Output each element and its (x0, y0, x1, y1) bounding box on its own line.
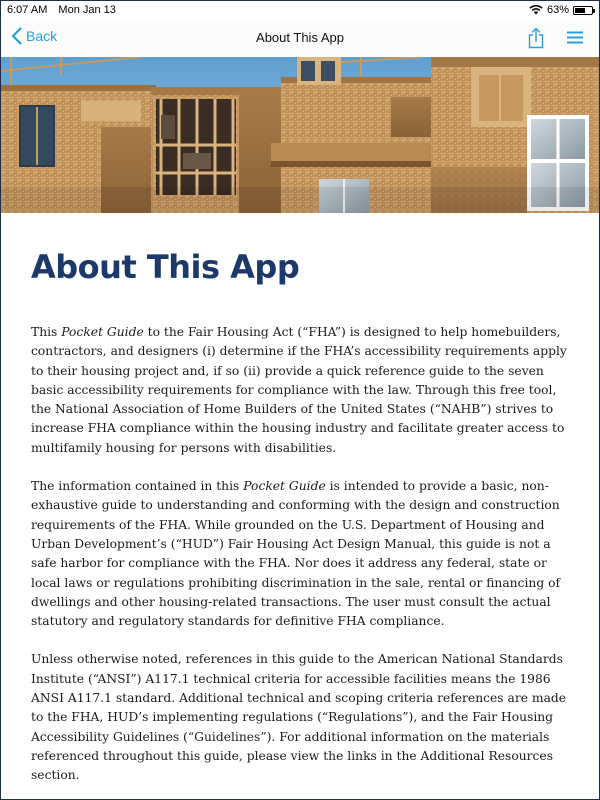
page-title: About This App (31, 248, 300, 286)
hamburger-menu-icon (567, 31, 583, 44)
paragraph-text: to the Fair Housing Act (“FHA”) is designed to help homebuilders, contractors, and designers (i) determine if the FHA’s accessibility requirements apply to their housing project and, if so (ii) provide a quick reference guide to the seven basic accessibility requirements for compliance with the law. Through this free tool, the National Association of Home Builders of the United States (“NAHB”) strives to increase FHA compliance within the housing industry and facilitate greater access to multifamily housing for persons with disabilities. (31, 325, 567, 455)
battery-icon (573, 6, 593, 15)
wifi-icon (529, 5, 543, 15)
pocket-guide-italic: Pocket Guide (61, 325, 144, 339)
back-button-label: Back (26, 28, 58, 44)
nav-title: About This App (256, 30, 344, 45)
share-icon (527, 27, 545, 49)
status-date: Mon Jan 13 (58, 4, 116, 16)
intro-paragraph (31, 323, 571, 458)
share-button[interactable] (527, 27, 545, 54)
status-time: 6:07 AM (7, 4, 48, 16)
disclaimer-paragraph (31, 477, 571, 631)
main-content (31, 245, 571, 786)
battery-percent: 63% (546, 4, 569, 16)
paragraph-text: is intended to provide a basic, non-exhaustive guide to understanding and conforming with the design and construction requirements of the FHA. While grounded on the U.S. Department of Housing and Urban Development’s (“HUD”) Fair Housing Act Design Manual, this guide is not a safe harbor for compliance with the FHA. Nor does it address any federal, state or local laws or regulations prohibiting discrimination in the sale, rental or financing of dwellings and other housing-related transactions. The user must consult the actual statutory and regulatory standards for definitive FHA compliance. (31, 479, 561, 629)
battery-level-fill (575, 8, 585, 13)
status-bar (1, 1, 599, 21)
pocket-guide-italic: Pocket Guide (243, 479, 326, 494)
paragraph-text: This (31, 325, 62, 339)
navigation-bar (1, 21, 599, 57)
references-paragraph: Unless otherwise noted, references in this guide to the American National Standards Institute (“ANSI”) A117.1 technical criteria for accessible facilities means the 1986 ANSI A117.1 standard. Additional technical and scoping criteria references are made to the FHA, HUD’s implementing regulations (“Regulations”), and the Fair Housing Accessibility Guidelines (“Guidelines”). For additional information on the materials referenced throughout this guide, please view the links in the Additional Resources section. (31, 652, 567, 783)
paragraph-text: The information contained in this (31, 479, 244, 494)
hero-image (1, 57, 599, 213)
menu-button[interactable] (567, 31, 583, 49)
